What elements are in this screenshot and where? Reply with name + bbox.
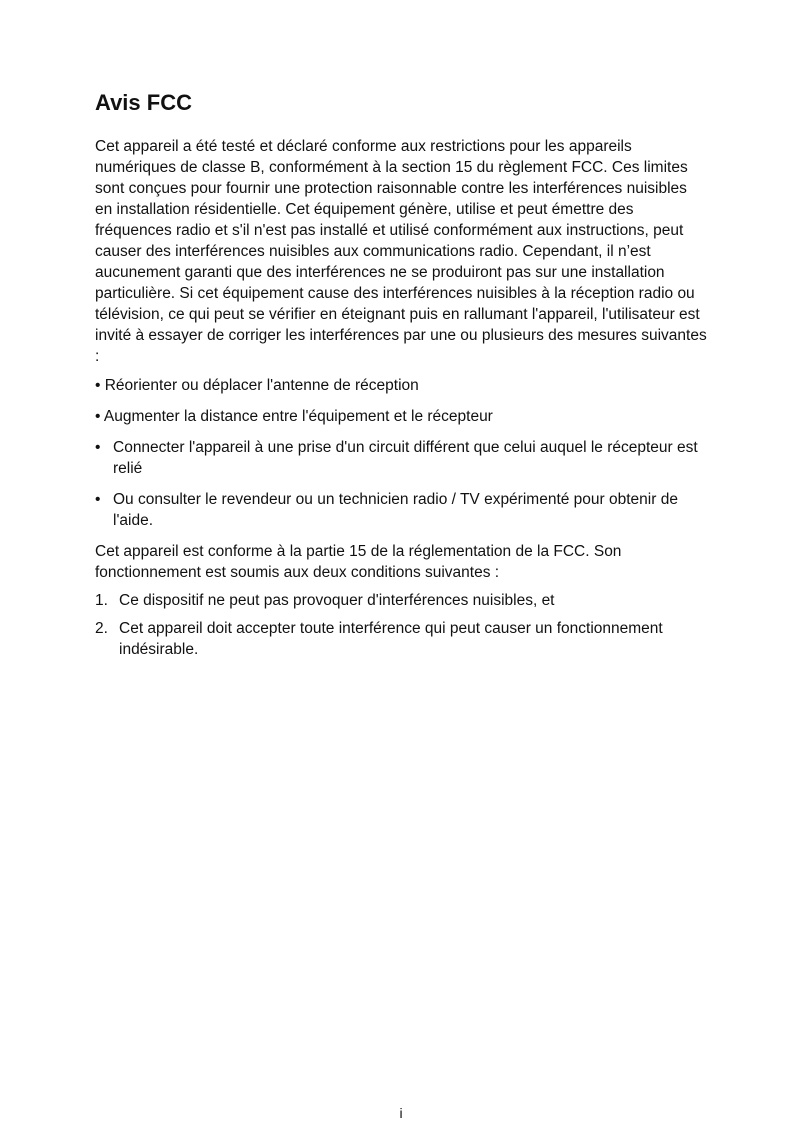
numbered-text: Ce dispositif ne peut pas provoquer d'interférences nuisibles, et bbox=[119, 592, 555, 609]
numbered-item bbox=[95, 618, 707, 660]
page-title: Avis FCC bbox=[95, 90, 192, 115]
bullet-item bbox=[95, 437, 707, 479]
bullet-item bbox=[95, 489, 707, 531]
numbered-item bbox=[95, 590, 707, 611]
bullet-marker: • bbox=[95, 491, 101, 508]
number-marker: 2. bbox=[95, 620, 108, 637]
number-marker: 1. bbox=[95, 592, 108, 609]
bullet-text: Connecter l'appareil à une prise d'un circuit différent que celui auquel le récepteur est relié bbox=[113, 439, 698, 477]
bullet-marker: • bbox=[95, 439, 101, 456]
bullet-item: • Augmenter la distance entre l'équipement et le récepteur bbox=[95, 408, 493, 425]
bullet-item: • Réorienter ou déplacer l'antenne de réception bbox=[95, 377, 419, 394]
bullet-text: Ou consulter le revendeur ou un technicien radio / TV expérimenté pour obtenir de l'aide. bbox=[113, 491, 678, 529]
numbered-text: Cet appareil doit accepter toute interférence qui peut causer un fonctionnement indésirable. bbox=[119, 620, 663, 658]
document-body bbox=[95, 88, 707, 667]
page-number: i bbox=[399, 1105, 403, 1121]
intro-paragraph: Cet appareil a été testé et déclaré conforme aux restrictions pour les appareils numériques de classe B, conformément à la section 15 du règlement FCC. Ces limites sont conçues pour fournir une protection raisonnable contre les interférences nuisibles en installation résidentielle. Cet équipement génère, utilise et peut émettre des fréquences radio et s'il n'est pas installé et utilisé conformément aux instructions, peut causer des interférences nuisibles aux communications radio. Cependant, il n’est aucunement garanti que des interférences ne se produiront pas sur une installation particulière. Si cet équipement cause des interférences nuisibles à la réception radio ou télévision, ce qui peut se vérifier en éteignant puis en rallumant l'appareil, l'utilisateur est invité à essayer de corriger les interférences par une ou plusieurs des mesures suivantes : bbox=[95, 138, 707, 365]
conditions-paragraph: Cet appareil est conforme à la partie 15 de la réglementation de la FCC. Son fonctionnement est soumis aux deux conditions suivantes : bbox=[95, 543, 622, 581]
